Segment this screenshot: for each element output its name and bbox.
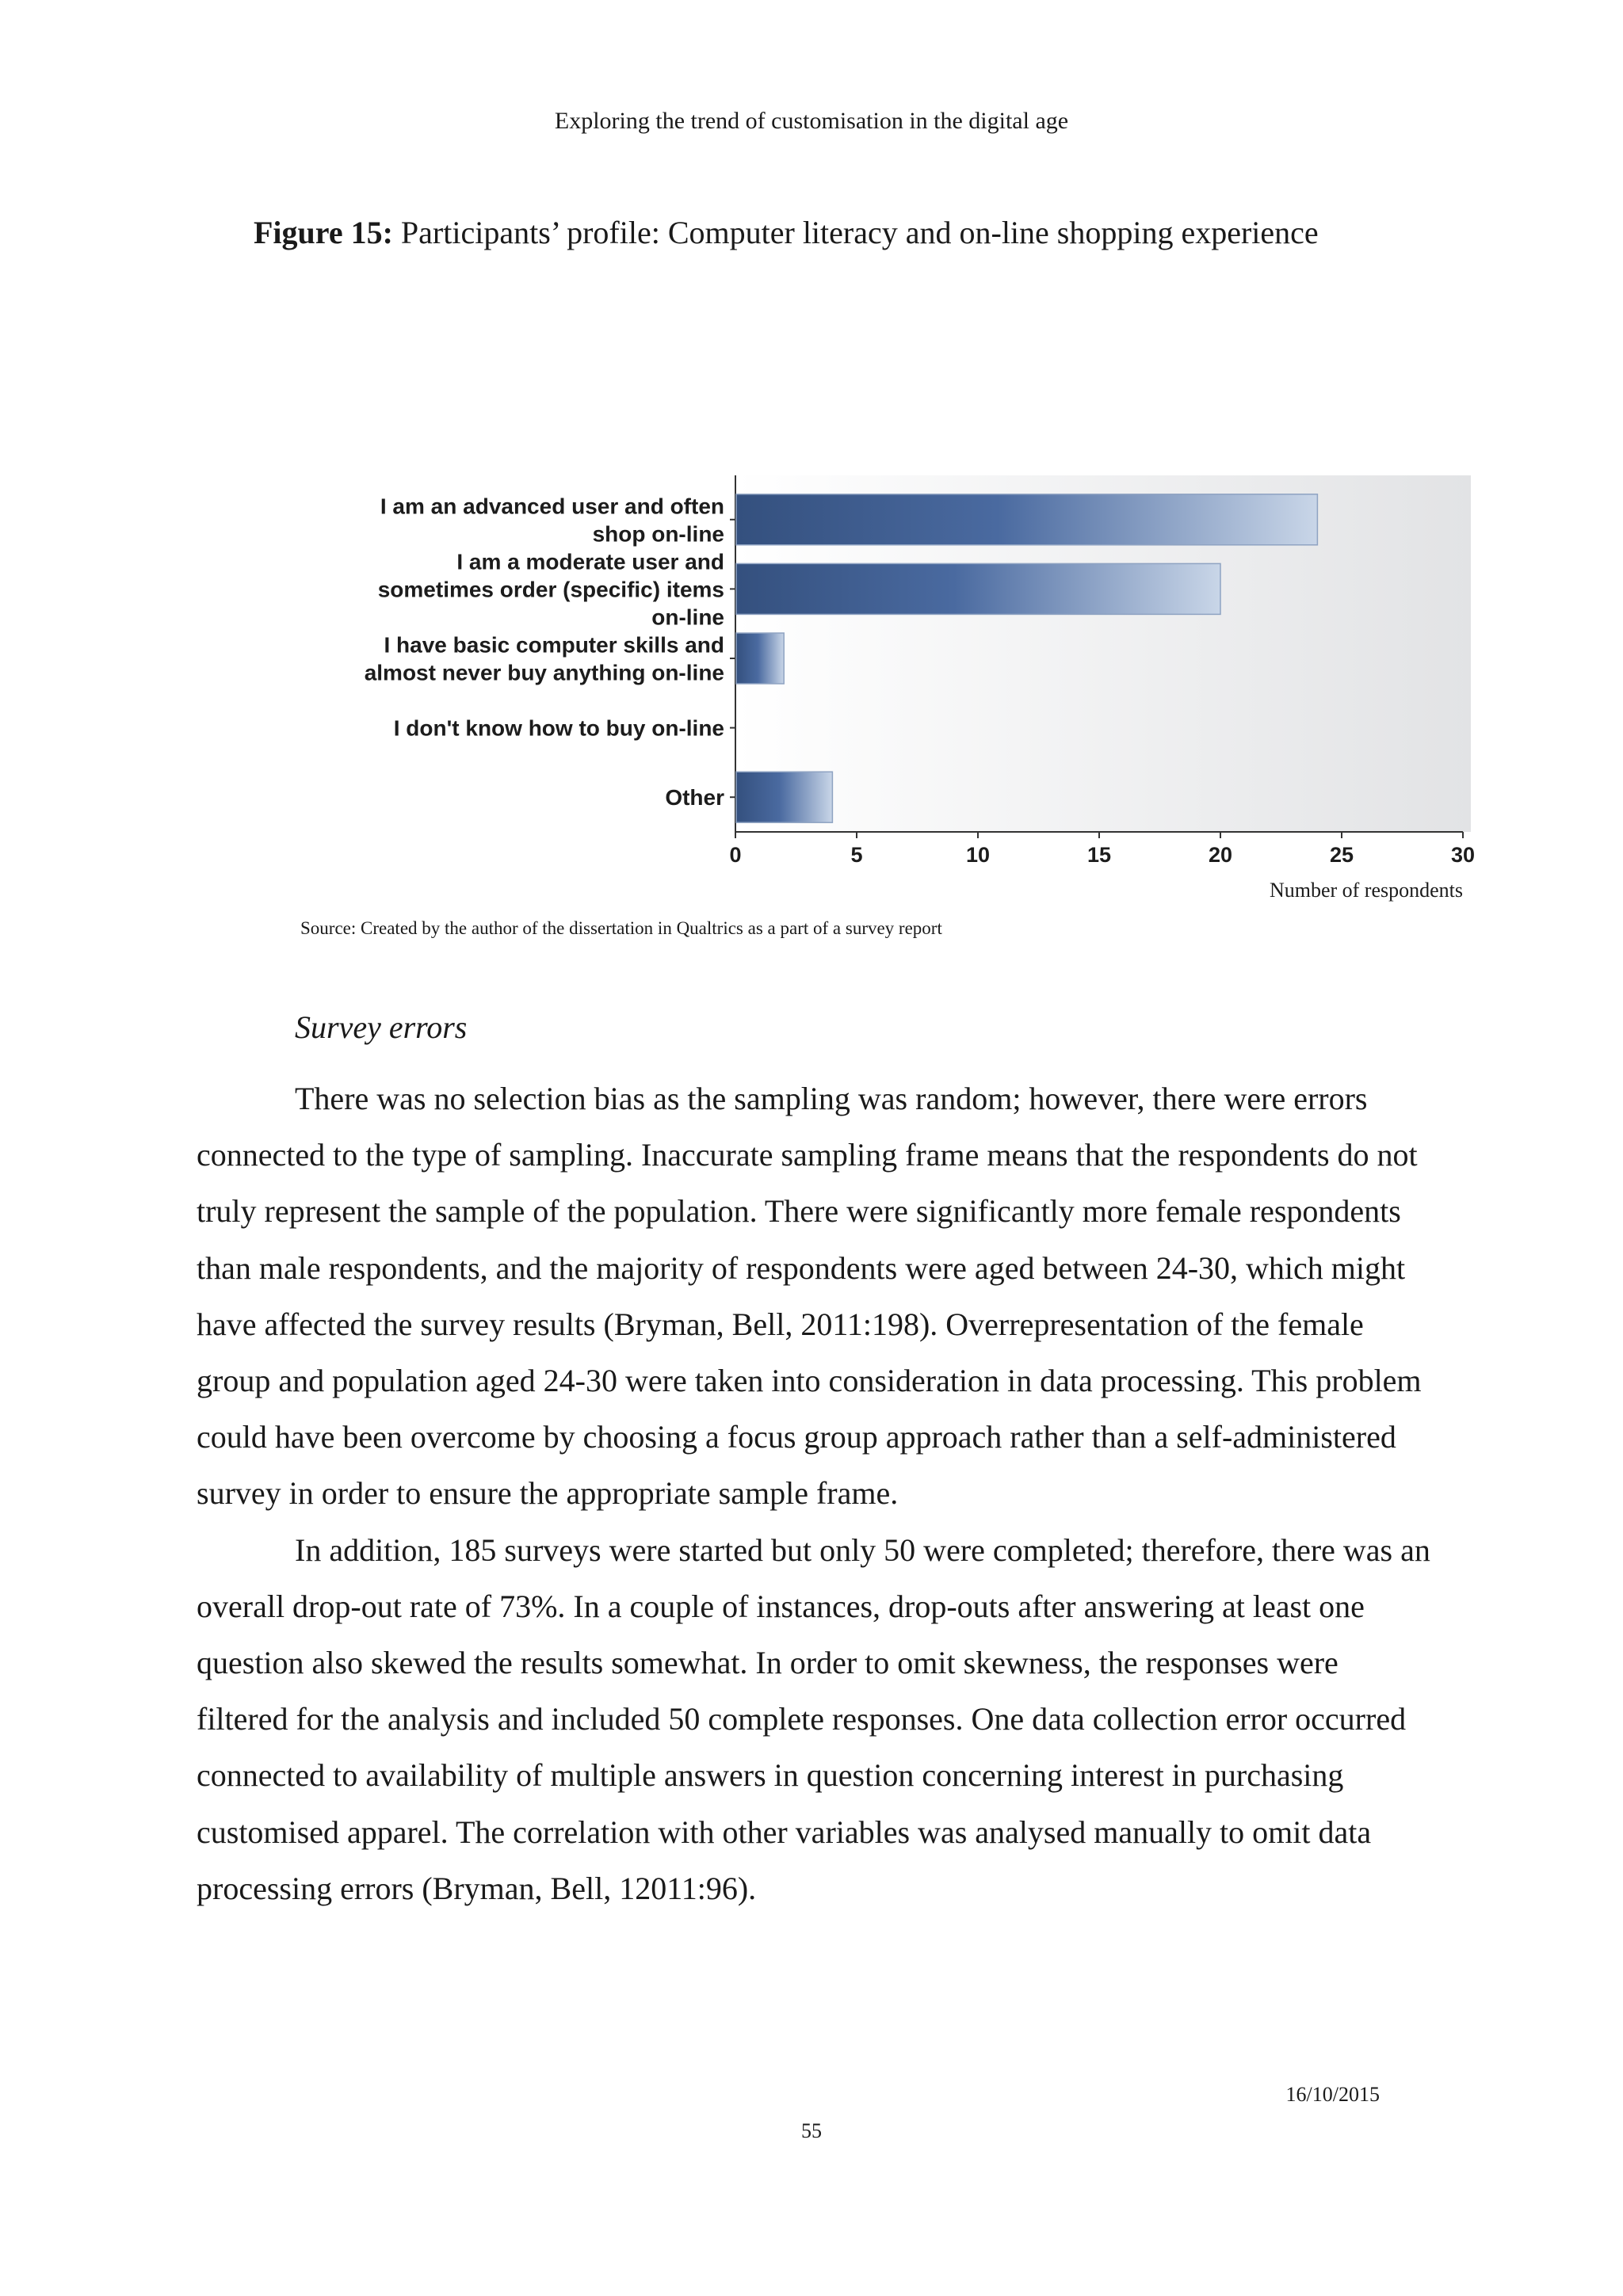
figure-caption-text: Participants’ profile: Computer literacy and on-line shopping experience — [400, 215, 1319, 250]
chart-x-tick-label: 25 — [1329, 843, 1354, 867]
figure-label: Figure 15: — [254, 215, 393, 250]
chart-bar — [736, 563, 1220, 614]
bar-chart — [317, 467, 1490, 902]
section-heading: Survey errors — [295, 1009, 468, 1045]
chart-category-label: I am an advanced user and often shop on-line — [380, 494, 724, 547]
page-number: 55 — [801, 2119, 822, 2142]
body-paragraph: There was no selection bias as the sampling was random; however, there were errors connected to the type of sampling. Inaccurate sampling frame means that the respondents do not truly represent the sample of the population. There were significantly more female respondents than male respondents, and the majority of respondents were aged between 24-30, which might have affected the survey results (Bryman, Bell, 2011:198). Overrepresentation of the female group and population aged 24-30 were taken into consideration in data processing. This problem could have been overcome by choosing a focus group approach rather than a self-administered survey in order to ensure the appropriate sample frame. — [197, 1081, 1422, 1512]
chart-bar — [736, 772, 832, 822]
chart-category-label: I am a moderate user and sometimes order (specific) items on-line — [377, 549, 724, 630]
footer-date: 16/10/2015 — [1285, 2083, 1380, 2106]
chart-category-label: I don't know how to buy on-line — [393, 715, 724, 741]
chart-category-label: Other — [665, 785, 724, 810]
chart-x-tick-label: 15 — [1086, 843, 1112, 867]
chart-bar — [736, 633, 784, 684]
figure-caption — [254, 214, 1319, 251]
chart-x-tick-label: 20 — [1208, 843, 1233, 867]
chart-x-tick-label: 30 — [1450, 843, 1476, 867]
chart-x-tick-label: 10 — [965, 843, 991, 867]
chart-category-label: I have basic computer skills and almost never buy anything on-line — [364, 632, 724, 685]
chart-x-axis-title: Number of respondents — [1269, 879, 1463, 902]
running-header: Exploring the trend of customisation in the digital age — [554, 108, 1069, 134]
figure-source-note: Source: Created by the author of the dissertation in Qualtrics as a part of a survey report — [300, 918, 942, 938]
chart-x-tick-label: 0 — [729, 843, 742, 867]
chart-bar — [736, 494, 1317, 545]
body-text — [197, 1070, 1433, 1917]
chart-x-tick-label: 5 — [850, 843, 863, 867]
body-paragraph: In addition, 185 surveys were started but only 50 were completed; therefore, there was an overall drop-out rate of 73%. In a couple of instances, drop-outs after answering at least one question also skewed the results somewhat. In order to omit skewness, the responses were filtered for the analysis and included 50 complete responses. One data collection error occurred connected to availability of multiple answers in question concerning interest in purchasing customised apparel. The correlation with other variables was analysed manually to omit data processing errors (Bryman, Bell, 12011:96). — [197, 1531, 1430, 1906]
